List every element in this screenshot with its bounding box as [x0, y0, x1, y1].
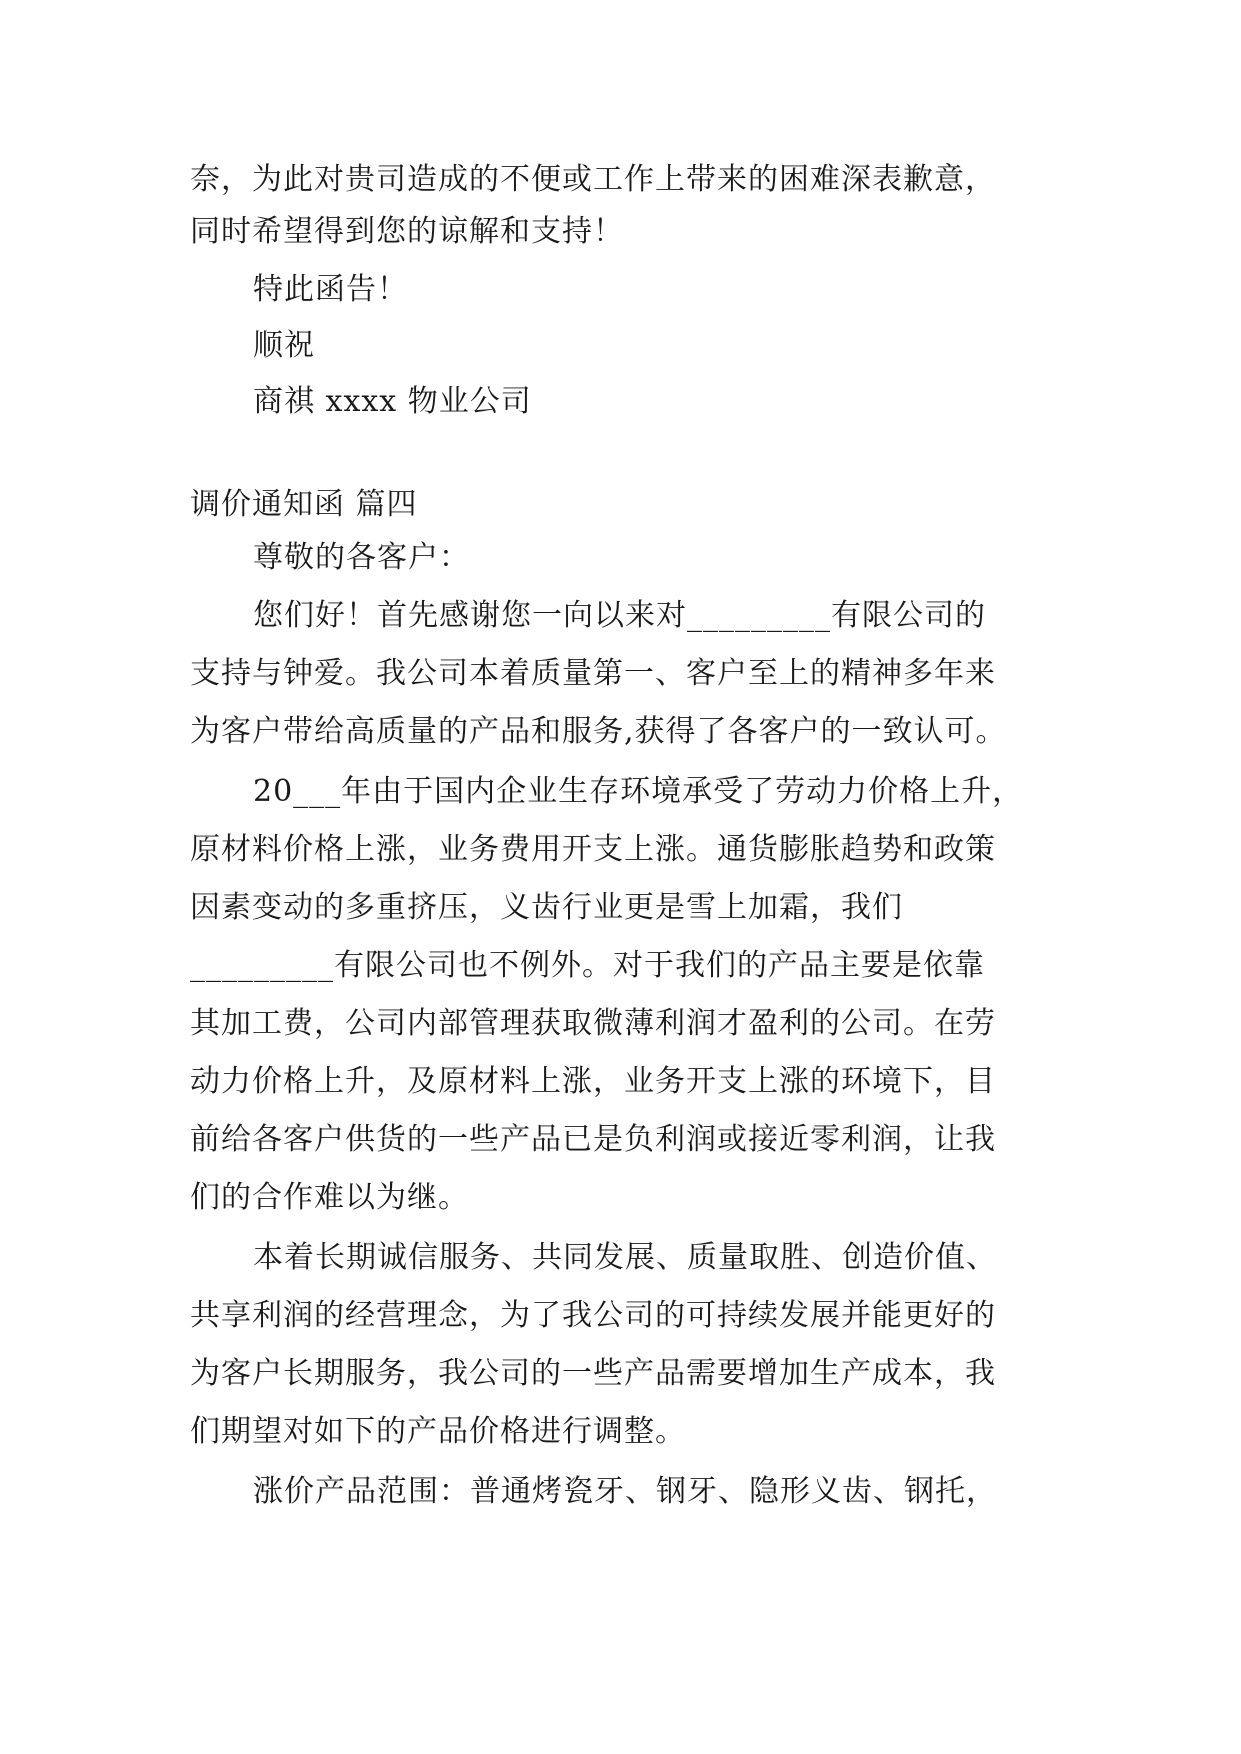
text-line: 本着长期诚信服务、共同发展、质量取胜、创造价值、 [253, 1240, 997, 1275]
text-line: 顺祝 [253, 328, 315, 363]
text-line: 为客户长期服务，我公司的一些产品需要增加生产成本，我 [190, 1356, 996, 1391]
text-line: 奈，为此对贵司造成的不便或工作上带来的困难深表歉意， [190, 162, 996, 197]
section-heading: 调价通知函 篇四 [190, 487, 418, 522]
text-line: 您们好！首先感谢您一向以来对_________有限公司的 [253, 598, 986, 633]
text-line: _________有限公司也不例外。对于我们的产品主要是依靠 [190, 948, 985, 983]
text-line: 共享利润的经营理念，为了我公司的可持续发展并能更好的 [190, 1298, 996, 1333]
text-line: 涨价产品范围：普通烤瓷牙、钢牙、隐形义齿、钢托， [253, 1474, 997, 1509]
text-line: 特此函告！ [253, 272, 408, 307]
text-line: 们的合作难以为继。 [190, 1180, 469, 1215]
text-line: 动力价格上升，及原材料上涨，业务开支上涨的环境下，目 [190, 1064, 996, 1099]
salutation: 尊敬的各客户： [253, 540, 470, 575]
text-line: 为客户带给高质量的产品和服务,获得了各客户的一致认可。 [190, 714, 1007, 749]
text-line: 其加工费，公司内部管理获取微薄利润才盈利的公司。在劳 [190, 1006, 996, 1041]
signature-line: 商祺 xxxx 物业公司 [253, 384, 532, 419]
text-line: 因素变动的多重挤压，义齿行业更是雪上加霜，我们 [190, 890, 903, 925]
text-line: 同时希望得到您的谅解和支持！ [190, 214, 624, 249]
text-line: 前给各客户供货的一些产品已是负利润或接近零利润，让我 [190, 1122, 996, 1157]
text-line: 们期望对如下的产品价格进行调整。 [190, 1414, 686, 1449]
text-line: 支持与钟爱。我公司本着质量第一、客户至上的精神多年来 [190, 656, 996, 691]
text-line: 20___年由于国内企业生存环境承受了劳动力价格上升， [253, 774, 1024, 809]
text-line: 原材料价格上涨，业务费用开支上涨。通货膨胀趋势和政策 [190, 832, 996, 867]
